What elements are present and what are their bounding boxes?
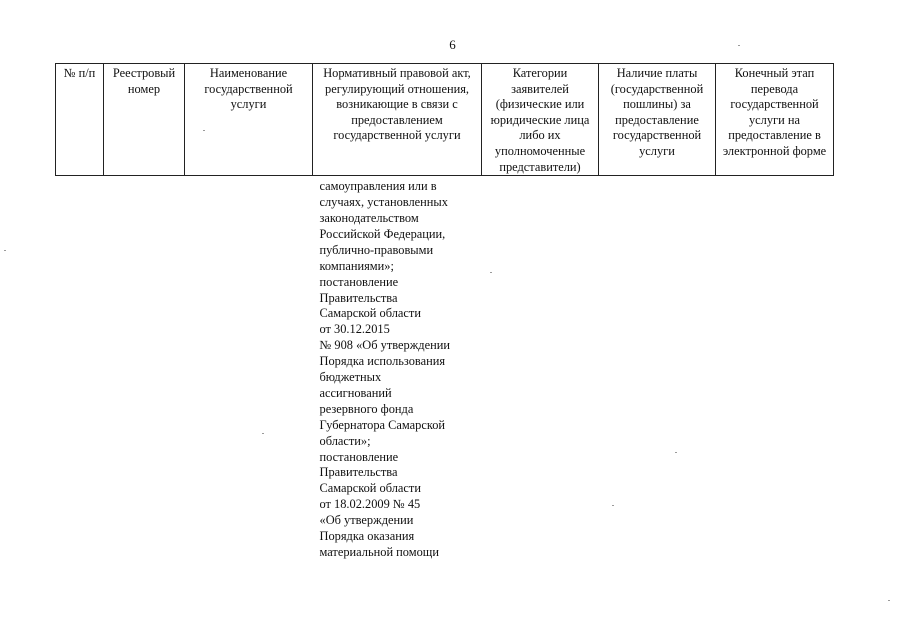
legal-act-line: постановление [319, 449, 399, 464]
column-header-number: № п/п [56, 64, 104, 176]
cell-service-name [185, 176, 313, 561]
legal-act-line: от 18.02.2009 № 45 [319, 497, 421, 512]
column-header-applicant-categories: Категории заявителей (физические или юридические лица либо их уполномоченные представители) [482, 64, 599, 176]
scan-speckle [738, 45, 740, 46]
services-table [55, 63, 834, 561]
scan-speckle [4, 250, 6, 251]
page-number: 6 [449, 37, 456, 52]
column-header-final-stage: Конечный этап перевода государственной услуги на предоставление в электронной форме [716, 64, 834, 176]
legal-act-line: резервного фонда [319, 401, 414, 416]
legal-act-line: самоуправления или в [319, 179, 437, 194]
scan-speckle [675, 452, 677, 453]
column-header-service-name: Наименование государственной услуги [185, 64, 313, 176]
legal-act-line: ассигнований [319, 385, 392, 400]
legal-act-line: компаниями»; [319, 258, 394, 273]
legal-act-line: Порядка оказания [319, 529, 415, 544]
table-row [56, 176, 834, 561]
cell-legal-act-continuation [313, 176, 482, 561]
legal-act-line: Российской Федерации, [319, 226, 446, 241]
legal-act-line: № 908 «Об утверждении [319, 338, 450, 353]
table-header-row [56, 64, 834, 176]
legal-act-line: от 30.12.2015 [319, 322, 390, 337]
legal-act-line: публично-правовыми [319, 242, 434, 257]
cell-registry-number [104, 176, 185, 561]
legal-act-line: Самарской области [319, 306, 421, 321]
legal-act-line: законодательством [319, 210, 419, 225]
legal-act-line: Губернатора Самарской [319, 417, 446, 432]
scan-speckle [888, 600, 890, 601]
legal-act-line: постановление [319, 274, 399, 289]
scan-speckle [203, 130, 205, 131]
legal-act-line: Порядка использования [319, 354, 446, 369]
cell-final-stage [716, 176, 834, 561]
legal-act-line: случаях, установленных [319, 195, 448, 210]
cell-applicant-categories [482, 176, 599, 561]
column-header-fee: Наличие платы (государственной пошлины) за предоставление государственной услуги [599, 64, 716, 176]
scan-speckle [262, 433, 264, 434]
legal-act-line: материальной помощи [319, 545, 439, 559]
cell-fee [599, 176, 716, 561]
legal-act-line: Самарской области [319, 481, 421, 496]
column-header-legal-act: Нормативный правовой акт, регулирующий отношения, возникающие в связи с предоставлением государственной услуги [313, 64, 482, 176]
cell-number [56, 176, 104, 561]
legal-act-line: «Об утверждении [319, 513, 414, 528]
legal-act-line: области»; [319, 433, 371, 448]
legal-act-line: Правительства [319, 465, 398, 480]
legal-act-line: Правительства [319, 290, 398, 305]
column-header-registry-number: Реестровый номер [104, 64, 185, 176]
scan-speckle [490, 272, 492, 273]
scan-speckle [612, 505, 614, 506]
legal-act-line: бюджетных [319, 370, 382, 385]
